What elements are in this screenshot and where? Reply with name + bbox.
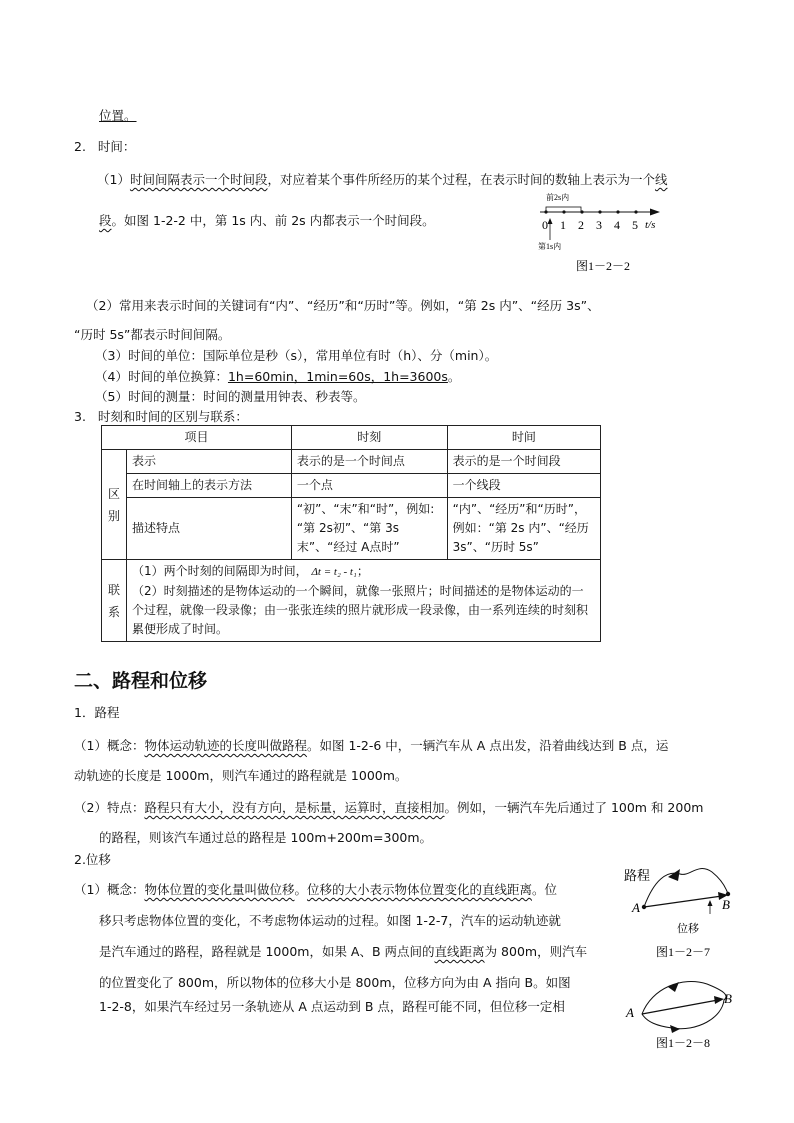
first-2s-label: 前2s内 <box>546 193 570 202</box>
paragraph-text: 。例如，一辆汽车先后通过了 100m 和 200m <box>444 800 704 815</box>
table-cell: 在时间轴上的表示方法 <box>126 474 291 498</box>
item-prefix: （1） <box>97 172 130 187</box>
point-a-label: A <box>626 1005 634 1020</box>
tick-dot <box>616 210 619 213</box>
formula: Δt = t₂ - t₁ <box>311 566 357 578</box>
point-a-label: A <box>632 900 640 915</box>
figure-caption: 图1－2－7 <box>656 945 711 959</box>
item-prefix: （1）概念： <box>74 882 145 897</box>
table-cell: 一个线段 <box>447 474 600 498</box>
key-phrase: 物体运动轨迹的长度叫做路程 <box>144 738 307 753</box>
time-p1-line2 <box>99 211 435 229</box>
subheading-displacement: 2.位移 <box>74 852 111 867</box>
paragraph-text: 是汽车通过的路程，路程就是 1000m，如果 A、B 两点间的 <box>99 944 435 959</box>
tick-dot <box>562 210 565 213</box>
tick-dot <box>598 210 601 213</box>
point-b-label: B <box>724 991 732 1006</box>
trajectory-arrow-lower <box>670 1025 680 1033</box>
key-phrase: 时间间隔表示一个时间段 <box>129 172 268 187</box>
relation-point-1 <box>132 562 595 582</box>
header-cell: 时刻 <box>291 426 447 450</box>
table-cell: 表示的是一个时间点 <box>291 450 447 474</box>
group-label-relation: 联系 <box>102 560 127 642</box>
path-def-line1 <box>74 736 668 754</box>
key-phrase: 直线距离 <box>434 944 485 959</box>
header-cell: 项目 <box>102 426 292 450</box>
table-cell: 一个点 <box>291 474 447 498</box>
table-cell: “内”、“经历”和“历时”，例如：“第 2s 内”、“经历 3s”、“历时 5s” <box>447 498 600 560</box>
chapter-heading: 二、路程和位移 <box>74 670 208 692</box>
paragraph-text: 。如图 1-2-6 中，一辆汽车从 A 点出发，沿着曲线达到 B 点，运 <box>306 738 669 753</box>
table-cell: “初”、“末”和“时”，例如: “第 2s初”、“第 3s末”、“经过 A点时” <box>291 498 447 560</box>
item-prefix: （1）概念： <box>74 738 145 753</box>
section-title: 时间： <box>97 139 136 154</box>
displacement-label: 位移 <box>677 923 699 935</box>
time-p1-line1 <box>97 170 668 188</box>
time-p2-line1: （2）常用来表示时间的关键词有“内”、“经历”和“历时”等。例如，“第 2s 内”、“经历 3s”、 <box>86 298 600 313</box>
relation-text: （1）两个时刻的间隔即为时间， <box>131 564 308 578</box>
compare-heading <box>74 407 248 425</box>
time-heading <box>74 137 135 155</box>
key-phrase: 段 <box>99 213 112 228</box>
trajectory-arrow-upper <box>668 982 679 992</box>
key-phrase: 路程只有大小，没有方向，是标量，运算时，直接相加 <box>144 800 445 815</box>
table-row <box>102 450 601 474</box>
paragraph-text: 。位 <box>532 882 558 897</box>
paragraph-text: 。 <box>294 882 307 897</box>
tick-label: 0 <box>542 218 548 232</box>
table-row <box>102 498 601 560</box>
tick-label: 2 <box>578 218 584 232</box>
unit-conversion: 1h=60min，1min=60s，1h=3600s <box>227 369 448 384</box>
disp-line5: 1-2-8，如果汽车经过另一条轨迹从 A 点运动到 B 点，路程可能不同，但位移一定相 <box>99 999 565 1014</box>
time-axis-figure <box>530 188 670 274</box>
table-row <box>102 474 601 498</box>
relation-cell <box>126 560 600 642</box>
table-header-row <box>102 426 601 450</box>
section-title: 时刻和时间的区别与联系： <box>97 409 248 424</box>
section-number: 2. <box>74 139 86 154</box>
section-number: 3. <box>74 409 86 424</box>
time-p3: （3）时间的单位：国际单位是秒（s），常用单位有时（h）、分（min）。 <box>95 348 498 363</box>
tick-label: 1 <box>560 218 566 232</box>
table-row <box>102 560 601 642</box>
closed-path-figure <box>622 970 747 1055</box>
disp-line4: 的位置变化了 800m，所以物体的位移大小是 800m，位移方向为由 A 指向 B。如图 <box>99 975 571 990</box>
relation-point-2: （2）时刻描述的是物体运动的一个瞬间，就像一张照片；时间描述的是物体运动的一个过程，就像一段录像；由一张张连续的照片就形成一段录像，由一系列连续的时刻积累便形成了时间。 <box>131 584 588 636</box>
disp-line2: 移只考虑物体位置的变化，不考虑物体运动的过程。如图 1-2-7，汽车的运动轨迹就 <box>99 913 561 928</box>
path-feature-line1 <box>74 798 703 816</box>
disp-def-line1 <box>74 880 557 898</box>
paragraph-text: 为 800m，则汽车 <box>484 944 588 959</box>
point-b-dot <box>726 892 730 896</box>
trajectory-arrow <box>668 869 680 881</box>
axis-arrow <box>650 209 660 216</box>
tick-dot <box>544 210 547 213</box>
path-def-line2: 动轨迹的长度是 1000m，则汽车通过的路程就是 1000m。 <box>74 768 408 783</box>
label-pointer-arrow <box>708 900 713 906</box>
paragraph-text: 。 <box>447 369 461 384</box>
figure-caption: 图1－2－2 <box>576 259 631 273</box>
tick-label: 5 <box>632 218 638 232</box>
path-label: 路程 <box>624 868 651 883</box>
pointer-arrow <box>548 218 553 224</box>
displacement-line <box>642 1000 718 1014</box>
relation-text: ； <box>356 564 369 578</box>
position-word: 位置。 <box>99 108 137 123</box>
time-p2-line2: “历时 5s”都表示时间间隔。 <box>74 327 231 342</box>
header-cell: 时间 <box>447 426 600 450</box>
table-cell: 表示的是一个时间段 <box>447 450 600 474</box>
continuation-text <box>99 106 137 124</box>
tick-label: 4 <box>614 218 620 232</box>
path-feature-line2: 的路程，则该汽车通过总的路程是 100m+200m=300m。 <box>99 830 433 845</box>
time-p5: （5）时间的测量：时间的测量用钟表、秒表等。 <box>95 389 366 404</box>
tick-label: 3 <box>596 218 602 232</box>
axis-label: t/s <box>645 219 656 231</box>
paragraph-text: ，对应着某个事件所经历的某个过程，在表示时间的数轴上表示为一个 <box>267 172 655 187</box>
key-phrase: 物体位置的变化量叫做位移 <box>144 882 295 897</box>
group-label-difference: 区别 <box>102 450 127 560</box>
paragraph-text: 。如图 1-2-2 中，第 1s 内、前 2s 内都表示一个时间段。 <box>111 213 435 228</box>
axis-ticks <box>542 210 638 232</box>
tick-dot <box>580 210 583 213</box>
table-cell: 描述特点 <box>126 498 291 560</box>
displacement-arrow <box>714 996 724 1004</box>
point-a-dot <box>642 905 646 909</box>
figure-caption: 图1－2－8 <box>656 1036 711 1050</box>
disp-line3 <box>99 942 587 960</box>
table-cell: 表示 <box>126 450 291 474</box>
tick-dot <box>634 210 637 213</box>
time-p4 <box>95 367 460 385</box>
key-phrase: 位移的大小表示物体位置变化的直线距离 <box>306 882 532 897</box>
path-displacement-figure <box>622 860 747 962</box>
item-prefix: （2）特点： <box>74 800 145 815</box>
closed-trajectory <box>642 982 726 1029</box>
point-b-label: B <box>722 897 730 912</box>
paragraph-text: （4）时间的单位换算： <box>95 369 228 384</box>
first-1s-label: 第1s内 <box>538 242 562 251</box>
key-phrase: 线 <box>654 172 668 187</box>
comparison-table <box>101 425 601 642</box>
subheading-path: 1．路程 <box>74 705 120 720</box>
